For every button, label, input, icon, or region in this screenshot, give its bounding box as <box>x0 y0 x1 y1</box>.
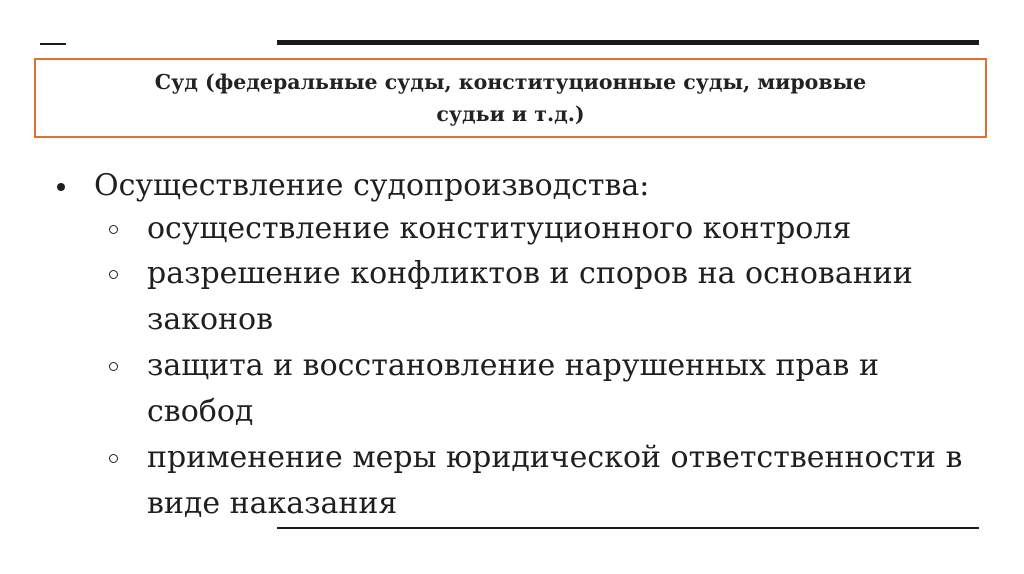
sub-bullet-text: осуществление конституционного контроля <box>147 211 852 246</box>
title-box <box>34 58 987 138</box>
sub-bullet-icon <box>109 225 118 234</box>
sub-bullet-text: защита и восстановление нарушенных прав и свобод <box>147 348 879 429</box>
top-rule-line <box>277 40 979 45</box>
main-bullet-text: Осуществление судопроизводства: <box>94 168 650 203</box>
sub-bullet-text: применение меры юридической ответственности в виде наказания <box>147 440 963 521</box>
bottom-rule-line <box>277 527 979 529</box>
sub-bullet-icon <box>109 454 118 463</box>
main-bullet-icon <box>57 183 65 191</box>
sub-bullet-icon <box>109 270 118 279</box>
slide-title: Суд (федеральные суды, конституционные суды, мировые судьи и т.д.) <box>154 70 867 126</box>
sub-bullet-icon <box>109 362 118 371</box>
sub-bullet-text: разрешение конфликтов и споров на основании законов <box>147 256 913 337</box>
left-dash-decoration <box>40 43 66 45</box>
